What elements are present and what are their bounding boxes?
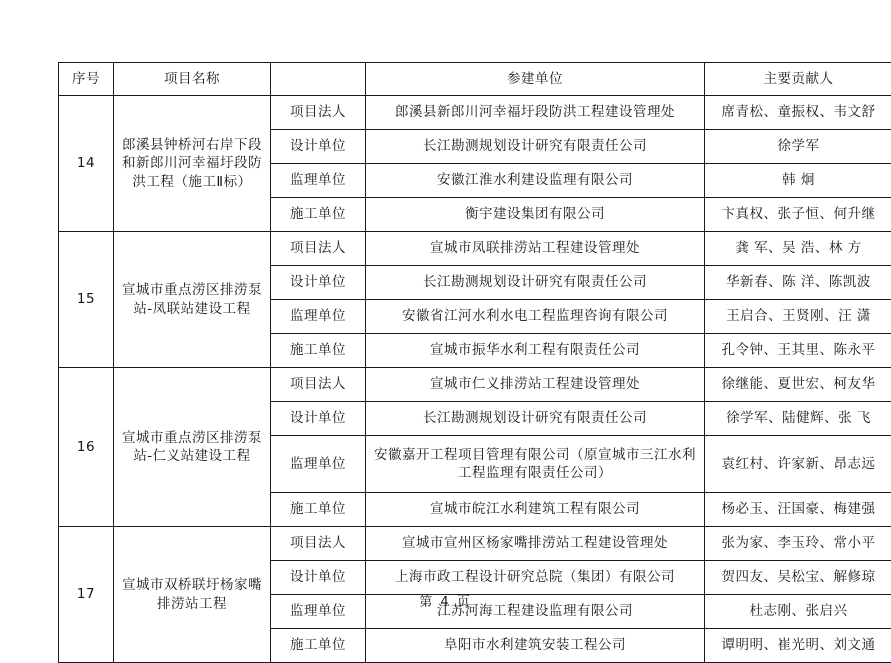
cell-contributors: 孔令钟、王其里、陈永平 — [705, 334, 891, 368]
cell-unit: 长江勘测规划设计研究有限责任公司 — [366, 402, 705, 436]
cell-role: 监理单位 — [271, 164, 366, 198]
cell-unit: 郎溪县新郎川河幸福圩段防洪工程建设管理处 — [366, 96, 705, 130]
header-project-name: 项目名称 — [114, 63, 271, 96]
cell-unit: 宣城市凤联排涝站工程建设管理处 — [366, 232, 705, 266]
cell-seq: 17 — [59, 527, 114, 663]
cell-role: 施工单位 — [271, 198, 366, 232]
page-footer: 第 4 页 — [0, 591, 891, 610]
cell-contributors: 韩 炯 — [705, 164, 891, 198]
cell-contributors: 徐学军、陆健辉、张 飞 — [705, 402, 891, 436]
header-participating-unit: 参建单位 — [366, 63, 705, 96]
cell-role: 施工单位 — [271, 334, 366, 368]
cell-contributors: 卞真权、张子恒、何升继 — [705, 198, 891, 232]
header-seq: 序号 — [59, 63, 114, 96]
header-role-spacer — [271, 63, 366, 96]
cell-unit: 宣城市皖江水利建筑工程有限公司 — [366, 493, 705, 527]
cell-contributors: 袁红村、许家新、昂志远 — [705, 436, 891, 493]
cell-seq: 14 — [59, 96, 114, 232]
cell-role: 项目法人 — [271, 368, 366, 402]
cell-unit: 江苏河海工程建设监理有限公司 — [366, 595, 705, 629]
table-row — [59, 527, 891, 561]
cell-unit: 宣城市宣州区杨家嘴排涝站工程建设管理处 — [366, 527, 705, 561]
cell-contributors: 贺四友、吴松宝、解修琼 — [705, 561, 891, 595]
cell-unit: 安徽省江河水利水电工程监理咨询有限公司 — [366, 300, 705, 334]
table-header-row — [59, 63, 891, 96]
header-main-contributors: 主要贡献人 — [705, 63, 891, 96]
cell-contributors: 徐学军 — [705, 130, 891, 164]
table-header — [59, 63, 891, 96]
cell-project-name: 郎溪县钟桥河右岸下段和新郎川河幸福圩段防洪工程（施工Ⅱ标） — [114, 96, 271, 232]
cell-unit: 上海市政工程设计研究总院（集团）有限公司 — [366, 561, 705, 595]
cell-unit: 安徽嘉开工程项目管理有限公司（原宣城市三江水利工程监理有限责任公司） — [366, 436, 705, 493]
table-row — [59, 96, 891, 130]
cell-unit: 长江勘测规划设计研究有限责任公司 — [366, 266, 705, 300]
table-row — [59, 368, 891, 402]
cell-contributors: 席青松、童振权、韦文舒 — [705, 96, 891, 130]
cell-role: 设计单位 — [271, 266, 366, 300]
cell-role: 设计单位 — [271, 402, 366, 436]
cell-role: 监理单位 — [271, 595, 366, 629]
cell-unit: 衡宇建设集团有限公司 — [366, 198, 705, 232]
cell-role: 施工单位 — [271, 629, 366, 663]
cell-project-name: 宣城市重点涝区排涝泵站-仁义站建设工程 — [114, 368, 271, 527]
cell-project-name: 宣城市重点涝区排涝泵站-凤联站建设工程 — [114, 232, 271, 368]
cell-unit: 长江勘测规划设计研究有限责任公司 — [366, 130, 705, 164]
cell-seq: 15 — [59, 232, 114, 368]
cell-contributors: 徐继能、夏世宏、柯友华 — [705, 368, 891, 402]
cell-contributors: 杨必玉、汪国豪、梅建强 — [705, 493, 891, 527]
cell-contributors: 杜志刚、张启兴 — [705, 595, 891, 629]
table-row — [59, 232, 891, 266]
cell-project-name: 宣城市双桥联圩杨家嘴排涝站工程 — [114, 527, 271, 663]
cell-contributors: 龚 军、吴 浩、林 方 — [705, 232, 891, 266]
cell-unit: 阜阳市水利建筑安装工程公司 — [366, 629, 705, 663]
cell-role: 设计单位 — [271, 130, 366, 164]
table-body — [59, 96, 891, 663]
cell-role: 项目法人 — [271, 232, 366, 266]
cell-role: 监理单位 — [271, 300, 366, 334]
cell-role: 施工单位 — [271, 493, 366, 527]
cell-role: 项目法人 — [271, 527, 366, 561]
cell-role: 监理单位 — [271, 436, 366, 493]
cell-unit: 安徽江淮水利建设监理有限公司 — [366, 164, 705, 198]
cell-contributors: 谭明明、崔光明、刘文通 — [705, 629, 891, 663]
cell-contributors: 王启合、王贤刚、汪 潇 — [705, 300, 891, 334]
cell-contributors: 华新春、陈 洋、陈凯波 — [705, 266, 891, 300]
cell-seq: 16 — [59, 368, 114, 527]
cell-role: 项目法人 — [271, 96, 366, 130]
contribution-table — [58, 62, 891, 663]
cell-unit: 宣城市仁义排涝站工程建设管理处 — [366, 368, 705, 402]
cell-unit: 宣城市振华水利工程有限责任公司 — [366, 334, 705, 368]
cell-contributors: 张为家、李玉玲、常小平 — [705, 527, 891, 561]
cell-role: 设计单位 — [271, 561, 366, 595]
